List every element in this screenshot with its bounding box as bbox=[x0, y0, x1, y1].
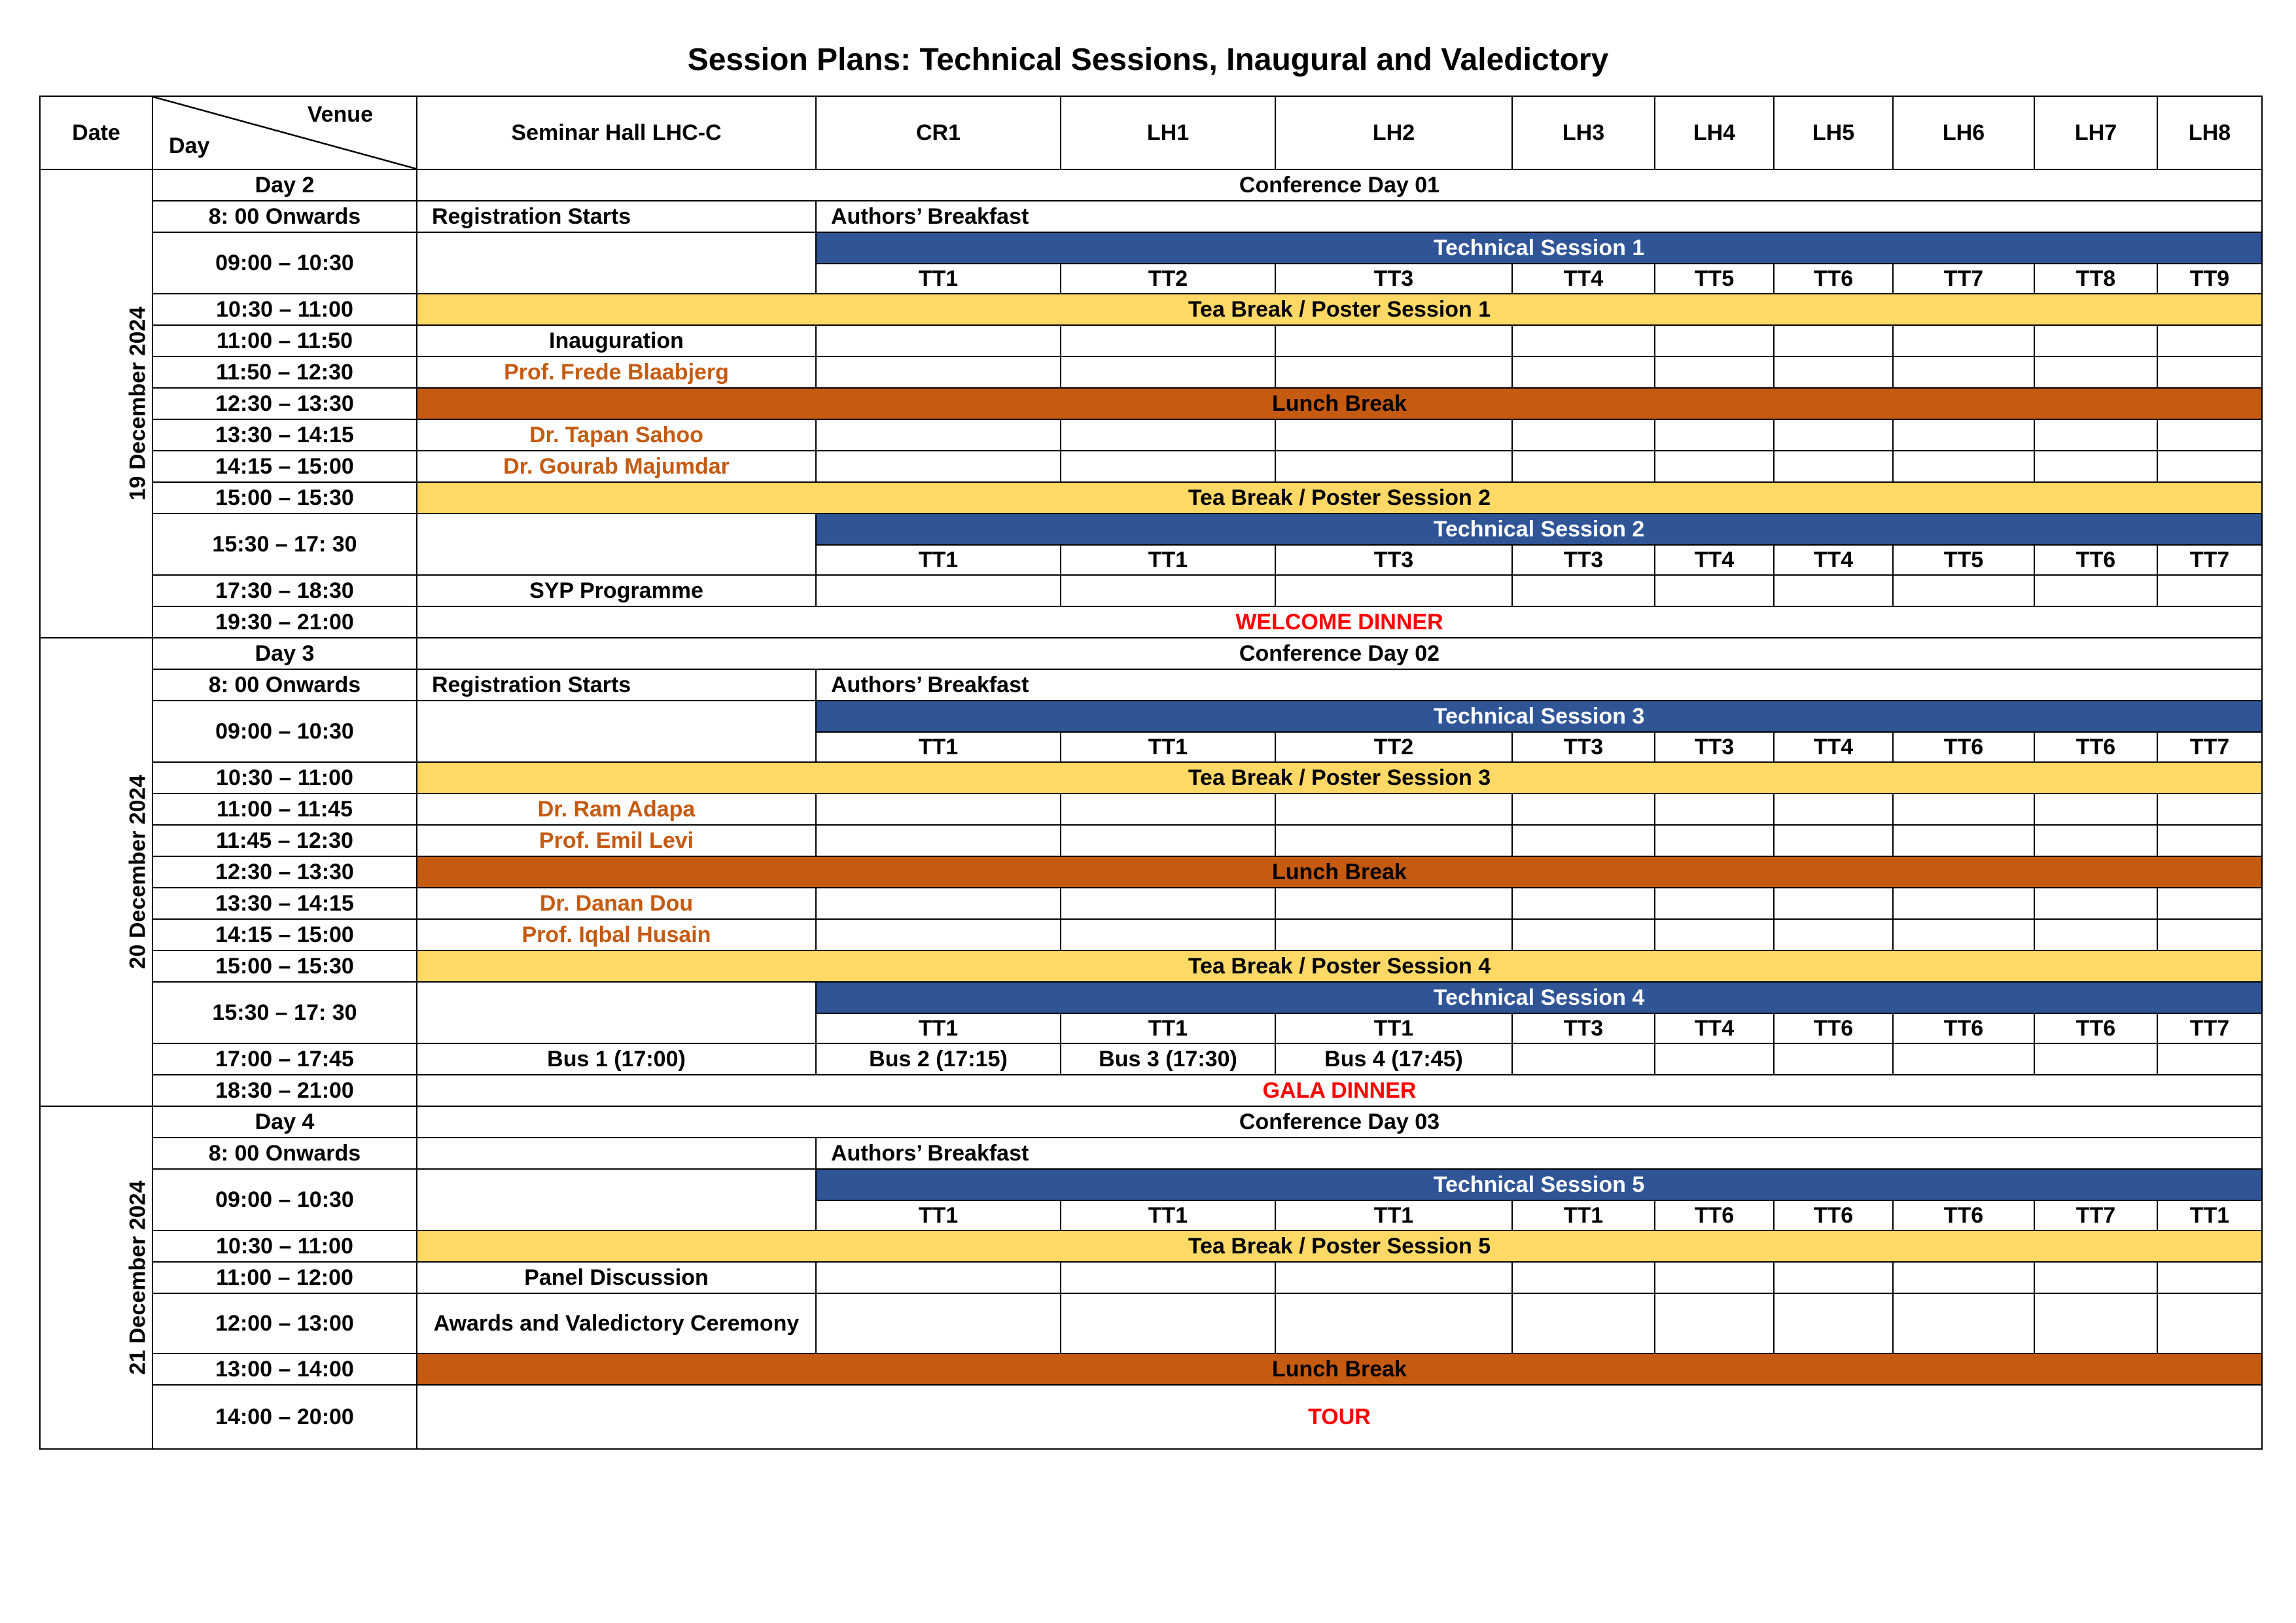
empty-cell bbox=[1061, 1262, 1275, 1293]
empty-cell bbox=[816, 825, 1061, 856]
page-title: Session Plans: Technical Sessions, Inaugural and Valedictory bbox=[687, 43, 1609, 77]
tea-break-banner: Tea Break / Poster Session 5 bbox=[417, 1230, 2262, 1262]
track-cell: TT4 bbox=[1774, 732, 1893, 762]
time-slot: 15:00 – 15:30 bbox=[152, 951, 417, 982]
header-venue-col: LH3 bbox=[1512, 96, 1655, 169]
empty-cell bbox=[1512, 325, 1655, 357]
empty-cell bbox=[1275, 451, 1512, 482]
schedule-row bbox=[40, 794, 2262, 825]
track-cell: TT3 bbox=[1512, 732, 1655, 762]
date-cell bbox=[40, 169, 152, 638]
seminar-hall-event: SYP Programme bbox=[417, 575, 816, 606]
lunch-break-banner: Lunch Break bbox=[417, 388, 2262, 419]
schedule-row bbox=[40, 1230, 2262, 1262]
empty-cell bbox=[1774, 325, 1893, 357]
empty-cell bbox=[1512, 794, 1655, 825]
empty-cell bbox=[1774, 357, 1893, 388]
empty-cell bbox=[1061, 451, 1275, 482]
empty-cell bbox=[1275, 825, 1512, 856]
schedule-row bbox=[40, 1262, 2262, 1293]
time-slot: 11:00 – 11:50 bbox=[152, 325, 417, 357]
track-cell: TT8 bbox=[2034, 264, 2157, 294]
day-header-row bbox=[40, 169, 2262, 201]
empty-cell bbox=[1655, 1043, 1774, 1075]
empty-cell bbox=[1893, 419, 2034, 451]
empty-cell bbox=[1275, 325, 1512, 357]
time-slot: 13:30 – 14:15 bbox=[152, 419, 417, 451]
empty-cell bbox=[1061, 825, 1275, 856]
empty-cell bbox=[2157, 919, 2262, 951]
empty-cell bbox=[1774, 919, 1893, 951]
empty-cell bbox=[1275, 1293, 1512, 1353]
track-cell: TT1 bbox=[816, 264, 1061, 294]
empty-cell bbox=[2157, 1293, 2262, 1353]
empty-cell bbox=[2034, 1293, 2157, 1353]
empty-cell bbox=[816, 419, 1061, 451]
session-row bbox=[40, 982, 2262, 1013]
empty-cell bbox=[2034, 357, 2157, 388]
schedule-row bbox=[40, 388, 2262, 419]
time-slot: 8: 00 Onwards bbox=[152, 1138, 417, 1169]
header-venue-col: LH4 bbox=[1655, 96, 1774, 169]
empty-cell bbox=[1774, 825, 1893, 856]
empty-cell bbox=[1774, 1293, 1893, 1353]
empty-cell bbox=[2034, 1043, 2157, 1075]
empty-cell bbox=[1655, 575, 1774, 606]
seminar-hall-cell bbox=[417, 701, 816, 762]
empty-cell bbox=[1512, 575, 1655, 606]
empty-cell bbox=[1774, 451, 1893, 482]
schedule-row bbox=[40, 1353, 2262, 1385]
time-slot: 12:30 – 13:30 bbox=[152, 388, 417, 419]
seminar-hall-cell: Registration Starts bbox=[417, 669, 816, 701]
schedule-row bbox=[40, 294, 2262, 325]
empty-cell bbox=[1512, 1262, 1655, 1293]
day-label: Day 3 bbox=[152, 638, 417, 669]
time-slot: 15:30 – 17: 30 bbox=[152, 514, 417, 575]
date-label: 21 December 2024 bbox=[125, 1180, 150, 1375]
track-cell: TT1 bbox=[816, 732, 1061, 762]
seminar-hall-cell bbox=[417, 1169, 816, 1230]
schedule-row bbox=[40, 606, 2262, 638]
empty-cell bbox=[2157, 794, 2262, 825]
empty-cell bbox=[1061, 888, 1275, 919]
time-slot: 19:30 – 21:00 bbox=[152, 606, 417, 638]
date-label: 20 December 2024 bbox=[125, 775, 150, 969]
empty-cell bbox=[2157, 825, 2262, 856]
session-row bbox=[40, 514, 2262, 545]
empty-cell bbox=[1061, 1293, 1275, 1353]
empty-cell bbox=[1893, 919, 2034, 951]
track-cell: TT1 bbox=[1061, 545, 1275, 575]
track-cell: TT3 bbox=[1655, 732, 1774, 762]
time-slot: 14:00 – 20:00 bbox=[152, 1385, 417, 1449]
time-slot: 15:30 – 17: 30 bbox=[152, 982, 417, 1043]
empty-cell bbox=[2157, 325, 2262, 357]
header-venue-col: LH7 bbox=[2034, 96, 2157, 169]
track-cell: TT6 bbox=[2034, 545, 2157, 575]
schedule-row bbox=[40, 669, 2262, 701]
empty-cell bbox=[2034, 575, 2157, 606]
schedule-row bbox=[40, 919, 2262, 951]
keynote-speaker: Dr. Tapan Sahoo bbox=[417, 419, 816, 451]
schedule-row bbox=[40, 357, 2262, 388]
empty-cell bbox=[1774, 575, 1893, 606]
track-cell: TT1 bbox=[1275, 1200, 1512, 1230]
breakfast-banner: Authors’ Breakfast bbox=[816, 1138, 2262, 1169]
track-cell: TT7 bbox=[2157, 1013, 2262, 1043]
conference-day-label: Conference Day 02 bbox=[417, 638, 2262, 669]
empty-cell bbox=[2157, 888, 2262, 919]
schedule-row bbox=[40, 1293, 2262, 1353]
track-cell: TT6 bbox=[1893, 732, 2034, 762]
empty-cell bbox=[1275, 1262, 1512, 1293]
time-slot: 10:30 – 11:00 bbox=[152, 762, 417, 794]
track-cell: TT1 bbox=[1061, 1200, 1275, 1230]
keynote-speaker: Prof. Frede Blaabjerg bbox=[417, 357, 816, 388]
time-slot: 17:00 – 17:45 bbox=[152, 1043, 417, 1075]
schedule-row bbox=[40, 888, 2262, 919]
header-venue-col: LH5 bbox=[1774, 96, 1893, 169]
empty-cell bbox=[816, 451, 1061, 482]
track-cell: TT1 bbox=[816, 1013, 1061, 1043]
empty-cell bbox=[1893, 1262, 2034, 1293]
empty-cell bbox=[1893, 451, 2034, 482]
session-row bbox=[40, 701, 2262, 732]
empty-cell bbox=[816, 325, 1061, 357]
schedule-row bbox=[40, 1138, 2262, 1169]
time-slot: 13:00 – 14:00 bbox=[152, 1353, 417, 1385]
empty-cell bbox=[2034, 888, 2157, 919]
empty-cell bbox=[1655, 1293, 1774, 1353]
track-cell: TT6 bbox=[1893, 1200, 2034, 1230]
empty-cell bbox=[1893, 357, 2034, 388]
track-cell: TT1 bbox=[1275, 1013, 1512, 1043]
tea-break-banner: Tea Break / Poster Session 3 bbox=[417, 762, 2262, 794]
schedule-row bbox=[40, 825, 2262, 856]
track-cell: TT1 bbox=[2157, 1200, 2262, 1230]
track-cell: TT1 bbox=[816, 545, 1061, 575]
empty-cell bbox=[1061, 357, 1275, 388]
schedule-row bbox=[40, 325, 2262, 357]
track-cell: TT3 bbox=[1512, 1013, 1655, 1043]
time-slot: 11:50 – 12:30 bbox=[152, 357, 417, 388]
empty-cell bbox=[816, 1293, 1061, 1353]
header-venue-day bbox=[152, 96, 417, 169]
tea-break-banner: Tea Break / Poster Session 4 bbox=[417, 951, 2262, 982]
lunch-break-banner: Lunch Break bbox=[417, 856, 2262, 888]
header-venue-col: Seminar Hall LHC-C bbox=[417, 96, 816, 169]
schedule-row bbox=[40, 1043, 2262, 1075]
evening-event: GALA DINNER bbox=[417, 1075, 2262, 1106]
track-cell: TT4 bbox=[1655, 545, 1774, 575]
breakfast-banner: Authors’ Breakfast bbox=[816, 669, 2262, 701]
keynote-speaker: Prof. Emil Levi bbox=[417, 825, 816, 856]
empty-cell bbox=[1655, 825, 1774, 856]
time-slot: 8: 00 Onwards bbox=[152, 669, 417, 701]
header-venue-col: LH2 bbox=[1275, 96, 1512, 169]
lunch-break-banner: Lunch Break bbox=[417, 1353, 2262, 1385]
time-slot: 11:00 – 11:45 bbox=[152, 794, 417, 825]
empty-cell bbox=[816, 575, 1061, 606]
empty-cell bbox=[2034, 419, 2157, 451]
seminar-hall-cell: Registration Starts bbox=[417, 201, 816, 232]
header-row bbox=[40, 96, 2262, 169]
track-cell: TT6 bbox=[2034, 732, 2157, 762]
day-label: Day 4 bbox=[152, 1106, 417, 1138]
empty-cell bbox=[1061, 919, 1275, 951]
track-cell: TT7 bbox=[2157, 732, 2262, 762]
empty-cell bbox=[2034, 919, 2157, 951]
time-slot: 17:30 – 18:30 bbox=[152, 575, 417, 606]
track-cell: TT4 bbox=[1512, 264, 1655, 294]
track-cell: TT3 bbox=[1275, 545, 1512, 575]
track-cell: TT3 bbox=[1275, 264, 1512, 294]
keynote-speaker: Dr. Ram Adapa bbox=[417, 794, 816, 825]
empty-cell bbox=[1512, 1293, 1655, 1353]
header-day-label: Day bbox=[169, 133, 210, 158]
schedule-row bbox=[40, 1075, 2262, 1106]
header-venue-col: LH6 bbox=[1893, 96, 2034, 169]
time-slot: 09:00 – 10:30 bbox=[152, 1169, 417, 1230]
empty-cell bbox=[1512, 419, 1655, 451]
track-cell: TT2 bbox=[1061, 264, 1275, 294]
empty-cell bbox=[1893, 825, 2034, 856]
bus-departure: Bus 3 (17:30) bbox=[1061, 1043, 1275, 1075]
seminar-hall-event: Panel Discussion bbox=[417, 1262, 816, 1293]
empty-cell bbox=[1774, 419, 1893, 451]
breakfast-banner: Authors’ Breakfast bbox=[816, 201, 2262, 232]
empty-cell bbox=[1774, 888, 1893, 919]
empty-cell bbox=[1893, 575, 2034, 606]
evening-event: TOUR bbox=[417, 1385, 2262, 1449]
empty-cell bbox=[2157, 419, 2262, 451]
header-venue-label: Venue bbox=[307, 102, 373, 127]
seminar-hall-cell bbox=[417, 514, 816, 575]
time-slot: 14:15 – 15:00 bbox=[152, 919, 417, 951]
track-cell: TT6 bbox=[1655, 1200, 1774, 1230]
header-venue-col: CR1 bbox=[816, 96, 1061, 169]
time-slot: 14:15 – 15:00 bbox=[152, 451, 417, 482]
keynote-speaker: Dr. Danan Dou bbox=[417, 888, 816, 919]
empty-cell bbox=[1275, 794, 1512, 825]
empty-cell bbox=[816, 794, 1061, 825]
empty-cell bbox=[1655, 1262, 1774, 1293]
time-slot: 12:30 – 13:30 bbox=[152, 856, 417, 888]
empty-cell bbox=[1655, 794, 1774, 825]
empty-cell bbox=[1061, 575, 1275, 606]
empty-cell bbox=[1512, 357, 1655, 388]
track-cell: TT7 bbox=[2034, 1200, 2157, 1230]
seminar-hall-cell bbox=[417, 232, 816, 294]
empty-cell bbox=[2157, 575, 2262, 606]
bus-departure: Bus 1 (17:00) bbox=[417, 1043, 816, 1075]
track-cell: TT1 bbox=[1061, 732, 1275, 762]
day-header-row bbox=[40, 638, 2262, 669]
track-cell: TT3 bbox=[1512, 545, 1655, 575]
bus-departure: Bus 2 (17:15) bbox=[816, 1043, 1061, 1075]
schedule-row bbox=[40, 451, 2262, 482]
schedule-row bbox=[40, 482, 2262, 514]
technical-session-banner: Technical Session 2 bbox=[816, 514, 2262, 545]
track-cell: TT1 bbox=[816, 1200, 1061, 1230]
track-cell: TT6 bbox=[1774, 264, 1893, 294]
track-cell: TT6 bbox=[1774, 1013, 1893, 1043]
time-slot: 13:30 – 14:15 bbox=[152, 888, 417, 919]
header-venue-col: LH8 bbox=[2157, 96, 2262, 169]
seminar-hall-cell bbox=[417, 982, 816, 1043]
track-cell: TT5 bbox=[1893, 545, 2034, 575]
empty-cell bbox=[1655, 419, 1774, 451]
time-slot: 11:45 – 12:30 bbox=[152, 825, 417, 856]
empty-cell bbox=[2157, 1043, 2262, 1075]
track-cell: TT7 bbox=[1893, 264, 2034, 294]
schedule-row bbox=[40, 951, 2262, 982]
track-cell: TT1 bbox=[1512, 1200, 1655, 1230]
empty-cell bbox=[2034, 451, 2157, 482]
empty-cell bbox=[1512, 888, 1655, 919]
empty-cell bbox=[1512, 1043, 1655, 1075]
track-cell: TT4 bbox=[1774, 545, 1893, 575]
empty-cell bbox=[1893, 888, 2034, 919]
seminar-hall-event: Awards and Valedictory Ceremony bbox=[417, 1293, 816, 1353]
empty-cell bbox=[1061, 325, 1275, 357]
track-cell: TT6 bbox=[2034, 1013, 2157, 1043]
empty-cell bbox=[1893, 1293, 2034, 1353]
empty-cell bbox=[1061, 419, 1275, 451]
empty-cell bbox=[1774, 794, 1893, 825]
empty-cell bbox=[2157, 451, 2262, 482]
technical-session-banner: Technical Session 4 bbox=[816, 982, 2262, 1013]
time-slot: 15:00 – 15:30 bbox=[152, 482, 417, 514]
time-slot: 18:30 – 21:00 bbox=[152, 1075, 417, 1106]
technical-session-banner: Technical Session 1 bbox=[816, 232, 2262, 264]
track-cell: TT6 bbox=[1774, 1200, 1893, 1230]
track-cell: TT9 bbox=[2157, 264, 2262, 294]
empty-cell bbox=[1655, 325, 1774, 357]
header-venue-col: LH1 bbox=[1061, 96, 1275, 169]
empty-cell bbox=[1774, 1262, 1893, 1293]
track-cell: TT6 bbox=[1893, 1013, 2034, 1043]
empty-cell bbox=[816, 919, 1061, 951]
empty-cell bbox=[1275, 575, 1512, 606]
session-schedule-table bbox=[39, 96, 2263, 1450]
empty-cell bbox=[2034, 1262, 2157, 1293]
date-label: 19 December 2024 bbox=[125, 306, 150, 501]
empty-cell bbox=[2157, 1262, 2262, 1293]
empty-cell bbox=[2034, 825, 2157, 856]
empty-cell bbox=[1893, 1043, 2034, 1075]
empty-cell bbox=[1893, 325, 2034, 357]
track-cell: TT1 bbox=[1061, 1013, 1275, 1043]
schedule-row bbox=[40, 201, 2262, 232]
keynote-speaker: Dr. Gourab Majumdar bbox=[417, 451, 816, 482]
empty-cell bbox=[1512, 825, 1655, 856]
day-header-row bbox=[40, 1106, 2262, 1138]
time-slot: 09:00 – 10:30 bbox=[152, 701, 417, 762]
schedule-row bbox=[40, 762, 2262, 794]
empty-cell bbox=[2034, 794, 2157, 825]
empty-cell bbox=[816, 1262, 1061, 1293]
empty-cell bbox=[816, 888, 1061, 919]
track-cell: TT7 bbox=[2157, 545, 2262, 575]
empty-cell bbox=[1275, 919, 1512, 951]
empty-cell bbox=[816, 357, 1061, 388]
empty-cell bbox=[1512, 919, 1655, 951]
track-cell: TT2 bbox=[1275, 732, 1512, 762]
technical-session-banner: Technical Session 5 bbox=[816, 1169, 2262, 1200]
empty-cell bbox=[1061, 794, 1275, 825]
time-slot: 11:00 – 12:00 bbox=[152, 1262, 417, 1293]
empty-cell bbox=[2157, 357, 2262, 388]
empty-cell bbox=[1275, 888, 1512, 919]
schedule-row bbox=[40, 419, 2262, 451]
empty-cell bbox=[1774, 1043, 1893, 1075]
date-cell bbox=[40, 1106, 152, 1449]
time-slot: 09:00 – 10:30 bbox=[152, 232, 417, 294]
empty-cell bbox=[1655, 451, 1774, 482]
evening-event: WELCOME DINNER bbox=[417, 606, 2262, 638]
session-row bbox=[40, 1169, 2262, 1200]
empty-cell bbox=[1893, 794, 2034, 825]
conference-day-label: Conference Day 03 bbox=[417, 1106, 2262, 1138]
tea-break-banner: Tea Break / Poster Session 2 bbox=[417, 482, 2262, 514]
empty-cell bbox=[2034, 325, 2157, 357]
empty-cell bbox=[1275, 357, 1512, 388]
empty-cell bbox=[1275, 419, 1512, 451]
tea-break-banner: Tea Break / Poster Session 1 bbox=[417, 294, 2262, 325]
empty-cell bbox=[1655, 919, 1774, 951]
header-date: Date bbox=[40, 96, 152, 169]
empty-cell bbox=[1512, 451, 1655, 482]
schedule-row bbox=[40, 575, 2262, 606]
empty-cell bbox=[1655, 357, 1774, 388]
technical-session-banner: Technical Session 3 bbox=[816, 701, 2262, 732]
empty-cell bbox=[1655, 888, 1774, 919]
keynote-speaker: Prof. Iqbal Husain bbox=[417, 919, 816, 951]
track-cell: TT5 bbox=[1655, 264, 1774, 294]
time-slot: 10:30 – 11:00 bbox=[152, 1230, 417, 1262]
time-slot: 12:00 – 13:00 bbox=[152, 1293, 417, 1353]
date-cell bbox=[40, 638, 152, 1106]
track-cell: TT4 bbox=[1655, 1013, 1774, 1043]
day-label: Day 2 bbox=[152, 169, 417, 201]
time-slot: 8: 00 Onwards bbox=[152, 201, 417, 232]
bus-departure: Bus 4 (17:45) bbox=[1275, 1043, 1512, 1075]
conference-day-label: Conference Day 01 bbox=[417, 169, 2262, 201]
seminar-hall-event: Inauguration bbox=[417, 325, 816, 357]
seminar-hall-cell bbox=[417, 1138, 816, 1169]
session-row bbox=[40, 232, 2262, 264]
schedule-row bbox=[40, 1385, 2262, 1449]
schedule-row bbox=[40, 856, 2262, 888]
time-slot: 10:30 – 11:00 bbox=[152, 294, 417, 325]
